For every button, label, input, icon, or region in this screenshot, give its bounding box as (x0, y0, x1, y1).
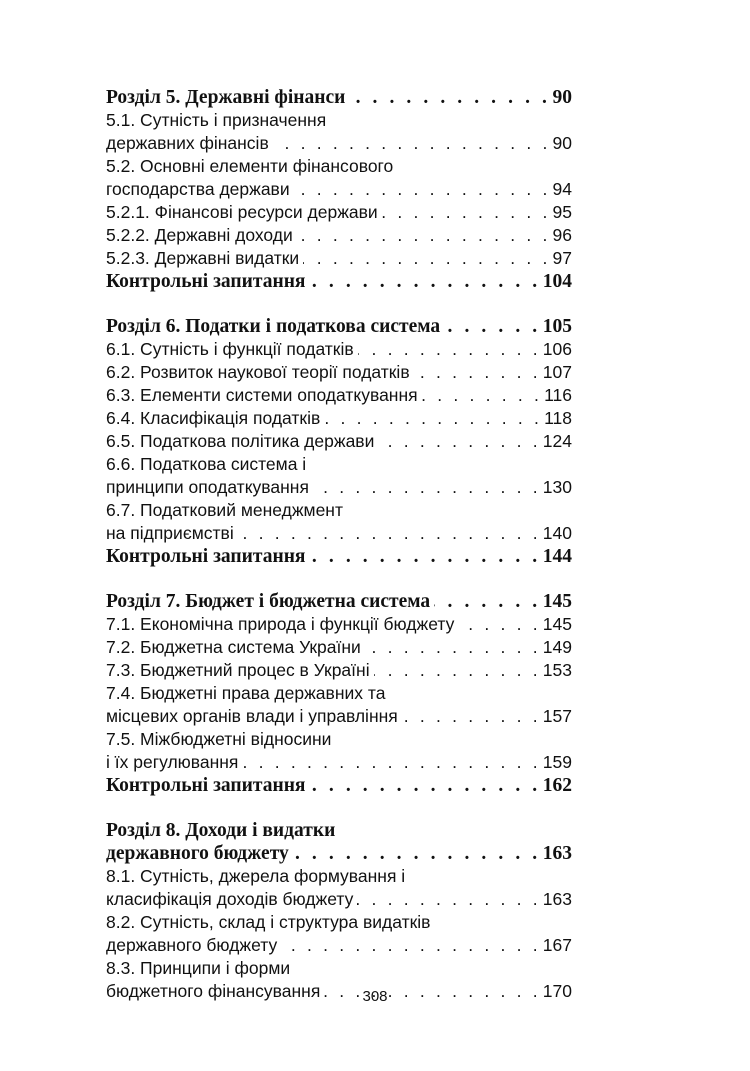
toc-page-number: 149 (542, 637, 572, 657)
toc-page-number: 107 (542, 362, 572, 382)
dot-leader (309, 545, 540, 568)
toc-page-number: 95 (552, 202, 572, 222)
toc-entry-text: 5.2.1. Фінансові ресурси держави (106, 202, 378, 222)
toc-entry (106, 361, 572, 384)
toc-page-number: 106 (542, 339, 572, 359)
toc-page-number: 163 (542, 889, 572, 909)
toc-entry-text: і їх регулювання (106, 752, 239, 772)
toc-entry (106, 155, 572, 178)
toc-heading (106, 315, 572, 338)
toc-entry-text: 8.1. Сутність, джерела формування і (106, 866, 406, 886)
dot-leader (382, 201, 551, 224)
toc-page-number: 90 (552, 133, 572, 153)
dot-leader (324, 407, 542, 430)
dot-leader (365, 636, 541, 659)
toc-entry-text: 6.5. Податкова політика держави (106, 431, 375, 451)
toc-page-number: 162 (542, 775, 572, 796)
toc-entry (106, 453, 572, 476)
toc-entry-text: 7.5. Міжбюджетні відносини (106, 729, 332, 749)
toc-entry (106, 728, 572, 751)
dot-leader (358, 338, 541, 361)
toc-entry-text: Розділ 8. Доходи і видатки (106, 820, 336, 841)
toc-entry (106, 499, 572, 522)
toc-entry (106, 659, 572, 682)
toc-page-number: 144 (542, 546, 572, 567)
toc-page-number: 130 (542, 477, 572, 497)
dot-leader (414, 361, 541, 384)
toc-entry-text: Контрольні запитання (106, 271, 306, 292)
toc-section (106, 590, 572, 797)
toc-entry (106, 247, 572, 270)
toc-entry-text: 6.6. Податкова система і (106, 454, 307, 474)
toc-entry-text: 8.2. Сутність, склад і структура видатків (106, 912, 431, 932)
table-of-contents (106, 86, 572, 1025)
toc-entry-text: бюджетного фінансування (106, 981, 321, 1001)
toc-page-number: 140 (542, 523, 572, 543)
toc-entry (106, 613, 572, 636)
toc-section (106, 315, 572, 568)
toc-entry-text: 5.2.3. Державні видатки (106, 248, 300, 268)
toc-entry (106, 682, 572, 705)
page-number: 308 (362, 988, 388, 1005)
toc-entry-text: 5.2. Основні елементи фінансового (106, 156, 394, 176)
dot-leader (434, 590, 541, 613)
toc-entry (106, 888, 572, 911)
toc-page-number: 153 (542, 660, 572, 680)
toc-entry-text: Контрольні запитання (106, 775, 306, 796)
toc-page-number: 105 (542, 316, 572, 337)
dot-leader (238, 522, 541, 545)
dot-leader (349, 86, 550, 109)
dot-leader (458, 613, 540, 636)
toc-heading (106, 842, 572, 865)
toc-entry (106, 522, 572, 545)
toc-entry-text: Розділ 5. Державні фінанси (106, 87, 346, 108)
toc-page-number: 163 (542, 843, 572, 864)
dot-leader (357, 888, 540, 911)
toc-heading (106, 819, 572, 842)
toc-entry-text: державного бюджету (106, 935, 278, 955)
toc-page-number: 145 (542, 591, 572, 612)
dot-leader (273, 132, 551, 155)
toc-page-number: 96 (552, 225, 572, 245)
dot-leader (242, 751, 540, 774)
dot-leader (297, 224, 551, 247)
dot-leader (281, 934, 541, 957)
toc-page-number: 97 (552, 248, 572, 268)
toc-entry (106, 338, 572, 361)
dot-leader (422, 384, 542, 407)
toc-entry-text: на підприємстві (106, 523, 234, 543)
dot-leader (309, 270, 540, 293)
toc-entry-text: 7.3. Бюджетний процес в Україні (106, 660, 370, 680)
toc-page-number: 90 (552, 87, 572, 108)
toc-entry (106, 911, 572, 934)
dot-leader (293, 842, 541, 865)
toc-page-number: 159 (542, 752, 572, 772)
toc-entry (106, 384, 572, 407)
toc-page-number: 124 (542, 431, 572, 451)
toc-entry-text: 6.4. Класифікація податків (106, 408, 321, 428)
toc-entry-text: класифікація доходів бюджету (106, 889, 354, 909)
toc-entry (106, 430, 572, 453)
toc-entry-text: 7.4. Бюджетні права державних та (106, 683, 386, 703)
toc-entry (106, 407, 572, 430)
toc-section (106, 819, 572, 1003)
toc-page-number: 167 (542, 935, 572, 955)
toc-heading (106, 86, 572, 109)
toc-page-number: 145 (542, 614, 572, 634)
toc-section (106, 86, 572, 293)
toc-entry-text: 8.3. Принципи і форми (106, 958, 291, 978)
toc-entry-text: 6.2. Розвиток наукової теорії податків (106, 362, 410, 382)
toc-entry-text: 5.2.2. Державні доходи (106, 225, 293, 245)
toc-heading (106, 590, 572, 613)
toc-entry-text: державних фінансів (106, 133, 269, 153)
toc-entry (106, 476, 572, 499)
toc-page-number: 118 (544, 408, 572, 428)
dot-leader (294, 178, 551, 201)
toc-entry (106, 957, 572, 980)
dot-leader (444, 315, 541, 338)
toc-entry-text: Розділ 6. Податки і податкова система (106, 316, 441, 337)
toc-heading (106, 774, 572, 797)
toc-entry-text: господарства держави (106, 179, 290, 199)
toc-entry-text: державного бюджету (106, 843, 289, 864)
toc-page-number: 157 (542, 706, 572, 726)
toc-heading (106, 545, 572, 568)
dot-leader (378, 430, 540, 453)
toc-entry (106, 636, 572, 659)
toc-entry-text: принципи оподаткування (106, 477, 309, 497)
toc-entry-text: 6.1. Сутність і функції податків (106, 339, 354, 359)
dot-leader (402, 705, 541, 728)
dot-leader (303, 247, 550, 270)
toc-entry-text: 7.1. Економічна природа і функції бюджету (106, 614, 455, 634)
toc-page-number: 104 (542, 271, 572, 292)
toc-heading (106, 270, 572, 293)
toc-page-number: 116 (544, 385, 572, 405)
toc-entry (106, 865, 572, 888)
toc-page-number: 170 (542, 981, 572, 1001)
toc-entry (106, 705, 572, 728)
toc-entry (106, 109, 572, 132)
dot-leader (309, 774, 540, 797)
toc-entry (106, 751, 572, 774)
toc-entry-text: Контрольні запитання (106, 546, 306, 567)
toc-page-number: 94 (552, 179, 572, 199)
toc-entry-text: місцевих органів влади і управління (106, 706, 398, 726)
toc-entry (106, 201, 572, 224)
toc-entry-text: 7.2. Бюджетна система України (106, 637, 361, 657)
toc-entry (106, 132, 572, 155)
toc-entry (106, 934, 572, 957)
dot-leader (313, 476, 541, 499)
toc-entry-text: 6.7. Податковий менеджмент (106, 500, 343, 520)
toc-entry-text: 5.1. Сутність і призначення (106, 110, 327, 130)
toc-entry-text: Розділ 7. Бюджет і бюджетна система (106, 591, 431, 612)
dot-leader (374, 659, 541, 682)
toc-entry (106, 224, 572, 247)
toc-entry-text: 6.3. Елементи системи оподаткування (106, 385, 418, 405)
toc-entry (106, 178, 572, 201)
